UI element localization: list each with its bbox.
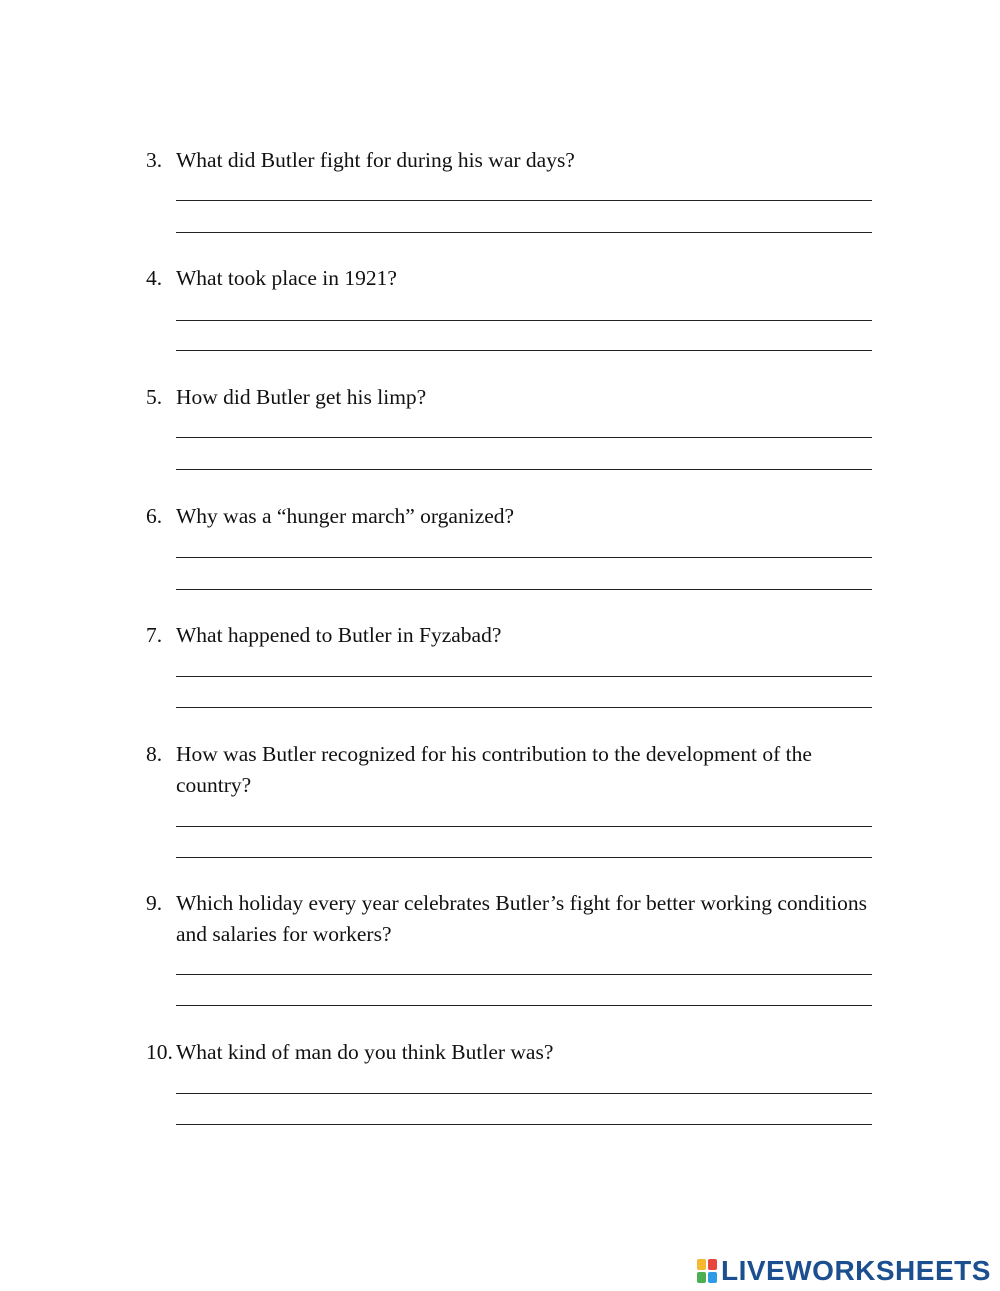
question-number: 4.	[146, 266, 163, 290]
question-number: 7.	[146, 623, 163, 647]
question-number: 8.	[146, 742, 163, 766]
question-5	[146, 382, 876, 413]
answer-line[interactable]	[176, 676, 872, 677]
answer-line[interactable]	[176, 350, 872, 351]
answer-line[interactable]	[176, 974, 872, 975]
question-text: How did Butler get his limp?	[176, 385, 427, 409]
question-4	[146, 263, 876, 294]
answer-line[interactable]	[176, 320, 872, 321]
liveworksheets-logo[interactable]	[697, 1254, 991, 1288]
question-text: What did Butler fight for during his war days?	[176, 148, 575, 172]
answer-line[interactable]	[176, 1124, 872, 1125]
answer-line[interactable]	[176, 557, 872, 558]
answer-line[interactable]	[176, 437, 872, 438]
question-6	[146, 501, 876, 532]
question-8	[146, 739, 876, 801]
question-number: 5.	[146, 385, 163, 409]
answer-line[interactable]	[176, 1093, 872, 1094]
question-number: 10.	[146, 1040, 173, 1064]
answer-line[interactable]	[176, 200, 872, 201]
question-text: What happened to Butler in Fyzabad?	[176, 623, 502, 647]
answer-line[interactable]	[176, 469, 872, 470]
answer-line[interactable]	[176, 707, 872, 708]
question-text: How was Butler recognized for his contribution to the development of the country?	[176, 742, 812, 797]
logo-text: LIVEWORKSHEETS	[721, 1255, 991, 1286]
question-number: 3.	[146, 148, 163, 172]
question-text: What kind of man do you think Butler was?	[176, 1040, 554, 1064]
question-7	[146, 620, 876, 651]
question-text: Why was a “hunger march” organized?	[176, 504, 515, 528]
question-3	[146, 145, 876, 176]
answer-line[interactable]	[176, 826, 872, 827]
question-number: 6.	[146, 504, 163, 528]
answer-line[interactable]	[176, 232, 872, 233]
question-9	[146, 888, 876, 950]
question-text: Which holiday every year celebrates Butler’s fight for better working conditions and salaries for workers?	[176, 891, 867, 946]
answer-line[interactable]	[176, 589, 872, 590]
liveworksheets-logo-icon	[697, 1259, 717, 1283]
question-text: What took place in 1921?	[176, 266, 397, 290]
question-number: 9.	[146, 891, 163, 915]
answer-line[interactable]	[176, 857, 872, 858]
question-10	[146, 1037, 876, 1068]
answer-line[interactable]	[176, 1005, 872, 1006]
